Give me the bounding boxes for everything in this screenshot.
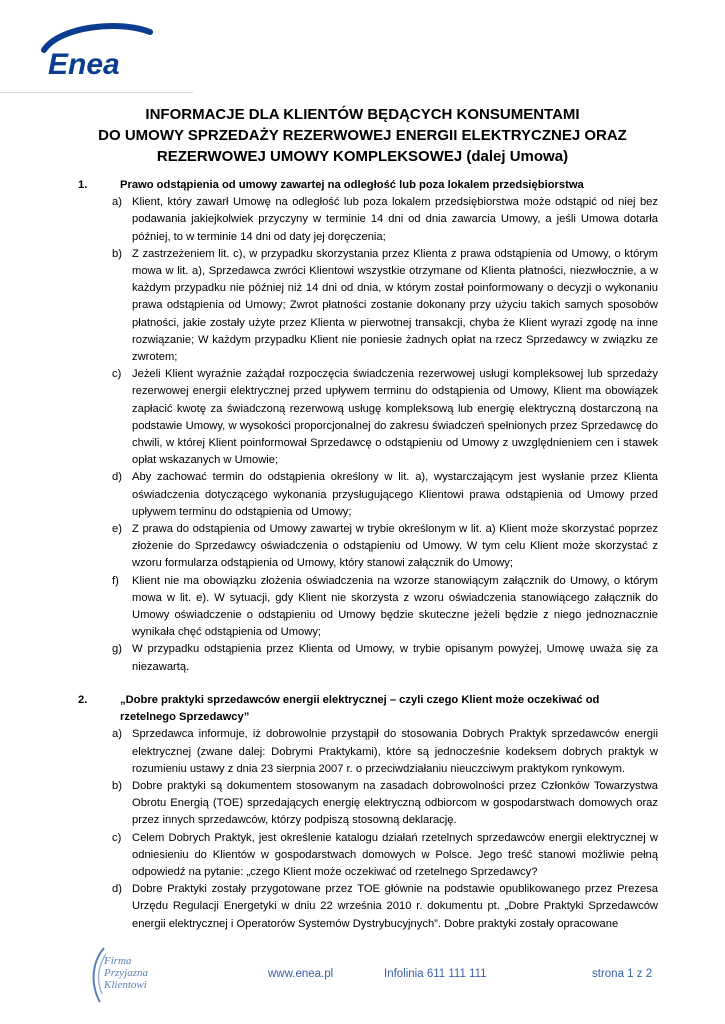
item-letter: a) (112, 728, 122, 741)
header-divider (0, 92, 193, 93)
list-item (80, 641, 658, 675)
title-line-2: DO UMOWY SPRZEDAŻY REZERWOWEJ ENERGII ELEKTRYCZNEJ ORAZ (98, 127, 627, 144)
document-body (80, 177, 658, 933)
list-item (80, 194, 658, 246)
item-text: Klient, który zawarł Umowę na odległość lub poza lokalem przedsiębiorstwa może odstąpić od niej bez podawania jakiejkolwiek przyczyny w terminie 14 dni od dnia zawarcia Umowy, a jeśli Umowa dotarła później, to w terminie 14 dni od daty jej doręczenia; (132, 196, 658, 243)
list-item (80, 246, 658, 366)
title-line-1: INFORMACJE DLA KLIENTÓW BĘDĄCYCH KONSUMENTAMI (145, 106, 580, 123)
list-item (80, 573, 658, 642)
item-text: Dobre Praktyki zostały przygotowane przez TOE głównie na podstawie opublikowanego przez Prezesa Urzędu Regulacji Energetyki w dniu 22 września 2010 r. dokumentu pt. „Dobre Praktyki Sprzedawców energii elektrycznej i Operatorów Systemów Dystrybucyjnych”. Dobre praktyki zostały opracowane (132, 883, 658, 930)
item-letter: a) (112, 196, 122, 209)
item-letter: b) (112, 247, 122, 260)
title-line-3: REZERWOWEJ UMOWY KOMPLEKSOWEJ (dalej Umowa) (156, 148, 569, 165)
item-letter: f) (112, 574, 119, 587)
item-text: Celem Dobrych Praktyk, jest określenie katalogu działań rzetelnych sprzedawców energii elektrycznej w odniesieniu do Klientów w gospodarstwach domowych w Polsce. Jego treść stanowi możliwie pełną odpowiedź na pytanie: „czego Klient może oczekiwać od rzetelnego Sprzedawcy? (132, 831, 658, 878)
list-item (80, 469, 658, 521)
item-text: Klient nie ma obowiązku złożenia oświadczenia na wzorze stanowiącym załącznik do Umowy, o którym mowa w lit. e). W sytuacji, gdy Klient nie skorzysta z wzoru oświadczenia stanowiącego załącznik do Umowy oświadczenie o odstąpieniu od Umowy będzie skuteczne jeżeli będzie z niego jednoznacznie wynikała chęć odstąpienia od Umowy; (132, 574, 658, 639)
list-item (80, 521, 658, 573)
item-text: W przypadku odstąpienia przez Klienta od Umowy, w trybie opisanym powyżej, Umowę uważa się za niezawartą. (132, 643, 658, 673)
section-heading (80, 177, 658, 194)
list-item (80, 366, 658, 469)
footer-hotline: Infolinia 611 111 111 (384, 968, 487, 980)
item-letter: d) (112, 883, 122, 896)
list-item (80, 726, 658, 778)
item-text: Z zastrzeżeniem lit. c), w przypadku skorzystania przez Klienta z prawa odstąpienia od Umowy, o którym mowa w lit. a), Sprzedawca zwróci Klientowi wszystkie otrzymane od Klienta płatności, niezwłocznie, a w każdym przypadku nie później niż 14 dni od dnia, w którym został poinformowany o decyzji o wykonaniu prawa odstąpienia od Umowy; Zwrot płatności zostanie dokonany przy użyciu takich samych sposobów płatności, jakie zostały użyte przez Klienta w pierwotnej transakcji, chyba że Klient wyrazi zgodę na inne rozwiązanie; W każdym przypadku Klient nie poniesie żadnych opłat na rzecz Sprzedawcy w związku ze zwrotem; (132, 247, 658, 364)
section-heading (80, 692, 658, 726)
item-letter: b) (112, 779, 122, 792)
brand-line-3: Klientowi (104, 979, 147, 991)
brand-line-2: Przyjazna (104, 967, 148, 979)
svg-text:Enea: Enea (48, 48, 120, 80)
section-good-practices (80, 692, 658, 933)
footer-page-number: strona 1 z 2 (592, 968, 653, 980)
item-text: Aby zachować termin do odstąpienia określony w lit. a), wystarczającym jest wysłanie przez Klienta oświadczenia dotyczącego wykonania przysługującego Klientowi prawa odstąpienia od Umowy przed upływem terminu do odstąpienia od Umowy; (132, 471, 658, 518)
item-letter: c) (112, 831, 122, 844)
section-title: „Dobre praktyki sprzedawców energii elektrycznej – czyli czego Klient może oczekiwać od rzetelnego Sprzedawcy” (120, 693, 600, 724)
section-number: 1. (78, 179, 88, 191)
item-text: Z prawa do odstąpienia od Umowy zawartej w trybie określonym w lit. a) Klient może skorzystać poprzez złożenie do Sprzedawcy oświadczenia o odstąpieniu od Umowy. W tym celu Klient może skorzystać z wzoru formularza odstąpienia od Umowy, który stanowi załącznik do Umowy; (132, 523, 658, 570)
footer-website-link[interactable]: www.enea.pl (268, 968, 334, 980)
item-letter: c) (112, 368, 122, 381)
firma-przyjazna-klientowi-logo (88, 944, 168, 1004)
item-letter: d) (112, 471, 122, 484)
section-withdrawal (80, 177, 658, 676)
section-number: 2. (78, 693, 88, 706)
item-letter: g) (112, 643, 122, 656)
document-title (60, 104, 665, 167)
item-text: Dobre praktyki są dokumentem stosowanym na zasadach dobrowolności przez Członków Towarzystwa Obrotu Energią (TOE) sprzedających energię elektryczną odbiorcom w gospodarstwach domowych oraz przez innych sprzedawców, którzy podpiszą stosowną deklarację. (132, 779, 658, 827)
item-text: Sprzedawca informuje, iż dobrowolnie przystąpił do stosowania Dobrych Praktyk sprzedawców energii elektrycznej (zwane dalej: Dobrymi Praktykami), które są jednocześnie kodeksem dobrych praktyk w rozumieniu ustawy z dnia 23 sierpnia 2007 r. o przeciwdziałaniu nieuczciwym praktykom rynkowym. (132, 728, 658, 775)
section-title: Prawo odstąpienia od umowy zawartej na odległość lub poza lokalem przedsiębiorstwa (120, 179, 584, 191)
brand-line-1: Firma (104, 955, 132, 967)
item-text: Jeżeli Klient wyraźnie zażądał rozpoczęcia świadczenia rezerwowej usługi kompleksowej lub sprzedaży rezerwowej energii elektrycznej przed upływem terminu do odstąpienia od Umowy, Klient ma obowiązek zapłacić kwotę za świadczoną rezerwową usługę kompleksową lub energię elektryczną dostarczoną na podstawie Umowy, w wysokości proporcjonalnej do zakresu świadczeń spełnionych przez Sprzedawcę do chwili, w której Klient poinformował Sprzedawcę o odstąpieniu od Umowy z uwzględnieniem cen i stawek opłat wskazanych w Umowie; (132, 368, 658, 467)
list-item (80, 881, 658, 933)
list-item (80, 778, 658, 830)
list-item (80, 830, 658, 882)
item-letter: e) (112, 523, 122, 536)
enea-logo (30, 20, 160, 80)
